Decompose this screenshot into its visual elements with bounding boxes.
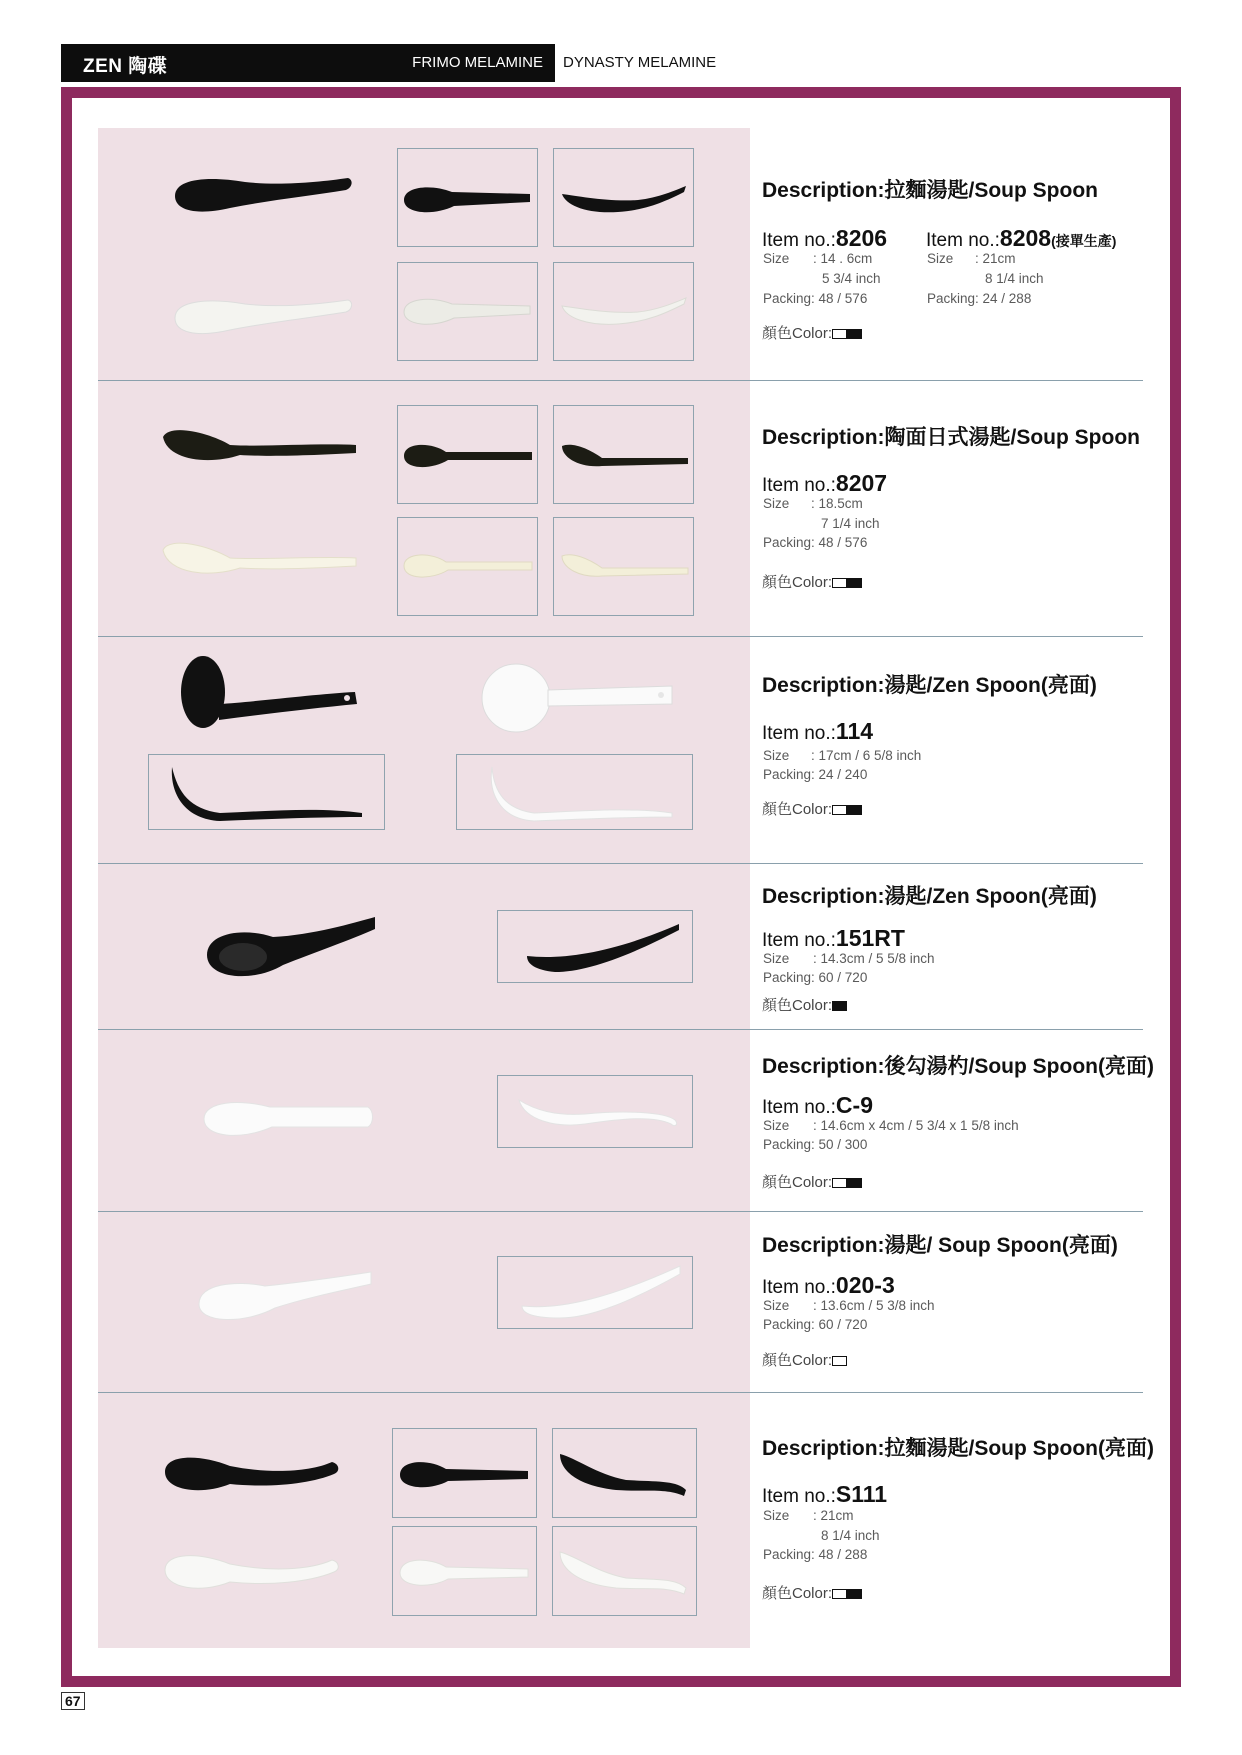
item-label: Item no.: — [762, 1097, 836, 1118]
ladle-image-white — [476, 660, 676, 735]
row-divider — [98, 1211, 1143, 1212]
spoon-image-black — [558, 438, 690, 473]
spoon-image-black — [402, 180, 534, 220]
brand-title: ZEN 陶碟 — [83, 56, 168, 77]
size-label: Size — [763, 1298, 790, 1313]
size-metric: : 14 . 6cm — [813, 251, 873, 266]
spoon-image-black — [398, 1455, 532, 1493]
item-code: 151RT — [835, 925, 905, 951]
spoon-image-black — [160, 425, 360, 470]
spoon-image-black — [558, 180, 690, 220]
product-description: Description:拉麵湯匙/Soup Spoon — [762, 179, 1098, 202]
spoon-side-white — [515, 1090, 685, 1135]
size-metric: : 21cm — [813, 1508, 854, 1523]
row-divider — [98, 863, 1143, 864]
packing-info: Packing: 50 / 300 — [763, 1137, 868, 1152]
color-label: 顏色Color: — [762, 997, 833, 1014]
spoon-image-black — [160, 1448, 345, 1503]
black-swatch — [847, 1589, 862, 1599]
size-label: Size — [763, 748, 790, 763]
spoon-image-black — [556, 1450, 692, 1500]
made-to-order-note: (接單生產) — [1051, 233, 1117, 249]
item-code: 8206 — [835, 225, 888, 251]
white-swatch — [832, 1356, 847, 1366]
row-divider — [98, 1392, 1143, 1393]
spoon-image-black — [402, 438, 534, 473]
item-number-020-3 — [762, 1272, 895, 1299]
color-label: 顏色Color: — [762, 1585, 833, 1602]
color-label: 顏色Color: — [762, 1352, 833, 1369]
color-options — [762, 1582, 862, 1603]
packing-info: Packing: 48 / 576 — [763, 291, 868, 306]
dynasty-tab[interactable]: DYNASTY MELAMINE — [563, 54, 717, 71]
size-inch: 8 1/4 inch — [985, 271, 1044, 286]
size-metric: : 17cm / 6 5/8 inch — [811, 748, 922, 763]
black-swatch — [847, 805, 862, 815]
product-description: Description:後勾湯杓/Soup Spoon(亮面) — [762, 1055, 1154, 1078]
spoon-image-white — [556, 1548, 692, 1598]
color-label: 顏色Color: — [762, 1174, 833, 1191]
size-metric: : 18.5cm — [811, 496, 863, 511]
size-metric: : 21cm — [975, 251, 1016, 266]
spoon-image-white — [170, 290, 355, 345]
white-swatch — [832, 1589, 847, 1599]
item-code: 114 — [835, 718, 874, 744]
spoon-image-black — [170, 168, 355, 223]
item-label: Item no.: — [762, 930, 836, 951]
size-metric: : 13.6cm / 5 3/8 inch — [813, 1298, 935, 1313]
black-swatch — [847, 329, 862, 339]
packing-info: Packing: 48 / 288 — [763, 1547, 868, 1562]
size-metric: : 14.6cm x 4cm / 5 3/4 x 1 5/8 inch — [813, 1118, 1019, 1133]
spoon-side-black — [525, 920, 685, 975]
white-swatch — [832, 1178, 847, 1188]
spoon-image-white — [398, 1553, 532, 1591]
item-label: Item no.: — [762, 475, 836, 496]
item-number-114 — [762, 718, 873, 745]
header-bar — [61, 44, 555, 82]
white-swatch — [832, 805, 847, 815]
product-description: Description:湯匙/Zen Spoon(亮面) — [762, 674, 1097, 697]
white-swatch — [832, 329, 847, 339]
product-description: Description:拉麵湯匙/Soup Spoon(亮面) — [762, 1437, 1154, 1460]
packing-info: Packing: 60 / 720 — [763, 970, 868, 985]
black-swatch — [847, 1178, 862, 1188]
spoon-image-white — [402, 292, 534, 332]
color-label: 顏色Color: — [762, 801, 833, 818]
item-code: C-9 — [835, 1092, 873, 1118]
item-label: Item no.: — [762, 1486, 836, 1507]
size-label: Size — [763, 251, 790, 266]
spoon-image-white — [558, 548, 690, 583]
color-options — [762, 1171, 862, 1192]
size-label: Size — [927, 251, 954, 266]
size-inch: 5 3/4 inch — [822, 271, 881, 286]
item-label: Item no.: — [762, 230, 836, 251]
spoon-image-white — [402, 548, 534, 583]
spoon-image-white — [200, 1093, 375, 1148]
row-divider — [98, 1029, 1143, 1030]
row-divider — [98, 380, 1143, 381]
size-inch: 7 1/4 inch — [821, 516, 880, 531]
ladle-image-black — [175, 652, 365, 737]
white-swatch — [832, 578, 847, 588]
size-label: Size — [763, 496, 790, 511]
color-options — [762, 571, 862, 592]
item-code: 020-3 — [835, 1272, 895, 1298]
size-metric: : 14.3cm / 5 5/8 inch — [813, 951, 935, 966]
packing-info: Packing: 60 / 720 — [763, 1317, 868, 1332]
spoon-image-white — [160, 538, 360, 583]
item-number-8208 — [926, 225, 1116, 252]
packing-info: Packing: 24 / 240 — [763, 767, 868, 782]
spoon-side-white — [520, 1262, 685, 1322]
item-label: Item no.: — [926, 230, 1000, 251]
size-inch: 8 1/4 inch — [821, 1528, 880, 1543]
item-code: 8207 — [835, 470, 888, 496]
color-label: 顏色Color: — [762, 574, 833, 591]
item-number-151RT — [762, 925, 905, 952]
spoon-image-black — [203, 915, 378, 985]
item-label: Item no.: — [762, 723, 836, 744]
spoon-image-white — [195, 1268, 375, 1328]
row-divider — [98, 636, 1143, 637]
item-number-8207 — [762, 470, 887, 497]
black-swatch — [847, 578, 862, 588]
color-label: 顏色Color: — [762, 325, 833, 342]
spoon-image-white — [558, 292, 690, 332]
item-number-S111 — [762, 1481, 887, 1508]
packing-info: Packing: 48 / 576 — [763, 535, 868, 550]
item-code: S111 — [835, 1481, 888, 1507]
size-label: Size — [763, 1508, 790, 1523]
size-label: Size — [763, 951, 790, 966]
item-label: Item no.: — [762, 1277, 836, 1298]
packing-info: Packing: 24 / 288 — [927, 291, 1032, 306]
ladle-side-black — [170, 763, 370, 823]
product-description: Description:陶面日式湯匙/Soup Spoon — [762, 426, 1140, 449]
color-options — [762, 994, 847, 1015]
item-number-C-9 — [762, 1092, 873, 1119]
item-code: 8208 — [999, 225, 1052, 251]
product-description: Description:湯匙/ Soup Spoon(亮面) — [762, 1234, 1118, 1257]
color-options — [762, 1349, 847, 1370]
black-swatch — [832, 1001, 847, 1011]
color-options — [762, 322, 862, 343]
product-description: Description:湯匙/Zen Spoon(亮面) — [762, 885, 1097, 908]
size-label: Size — [763, 1118, 790, 1133]
page-number: 67 — [61, 1692, 85, 1710]
spoon-image-white — [160, 1546, 345, 1601]
frimo-tab[interactable]: FRIMO MELAMINE — [412, 54, 543, 71]
color-options — [762, 798, 862, 819]
ladle-side-white — [480, 763, 680, 823]
item-number-8206 — [762, 225, 887, 252]
